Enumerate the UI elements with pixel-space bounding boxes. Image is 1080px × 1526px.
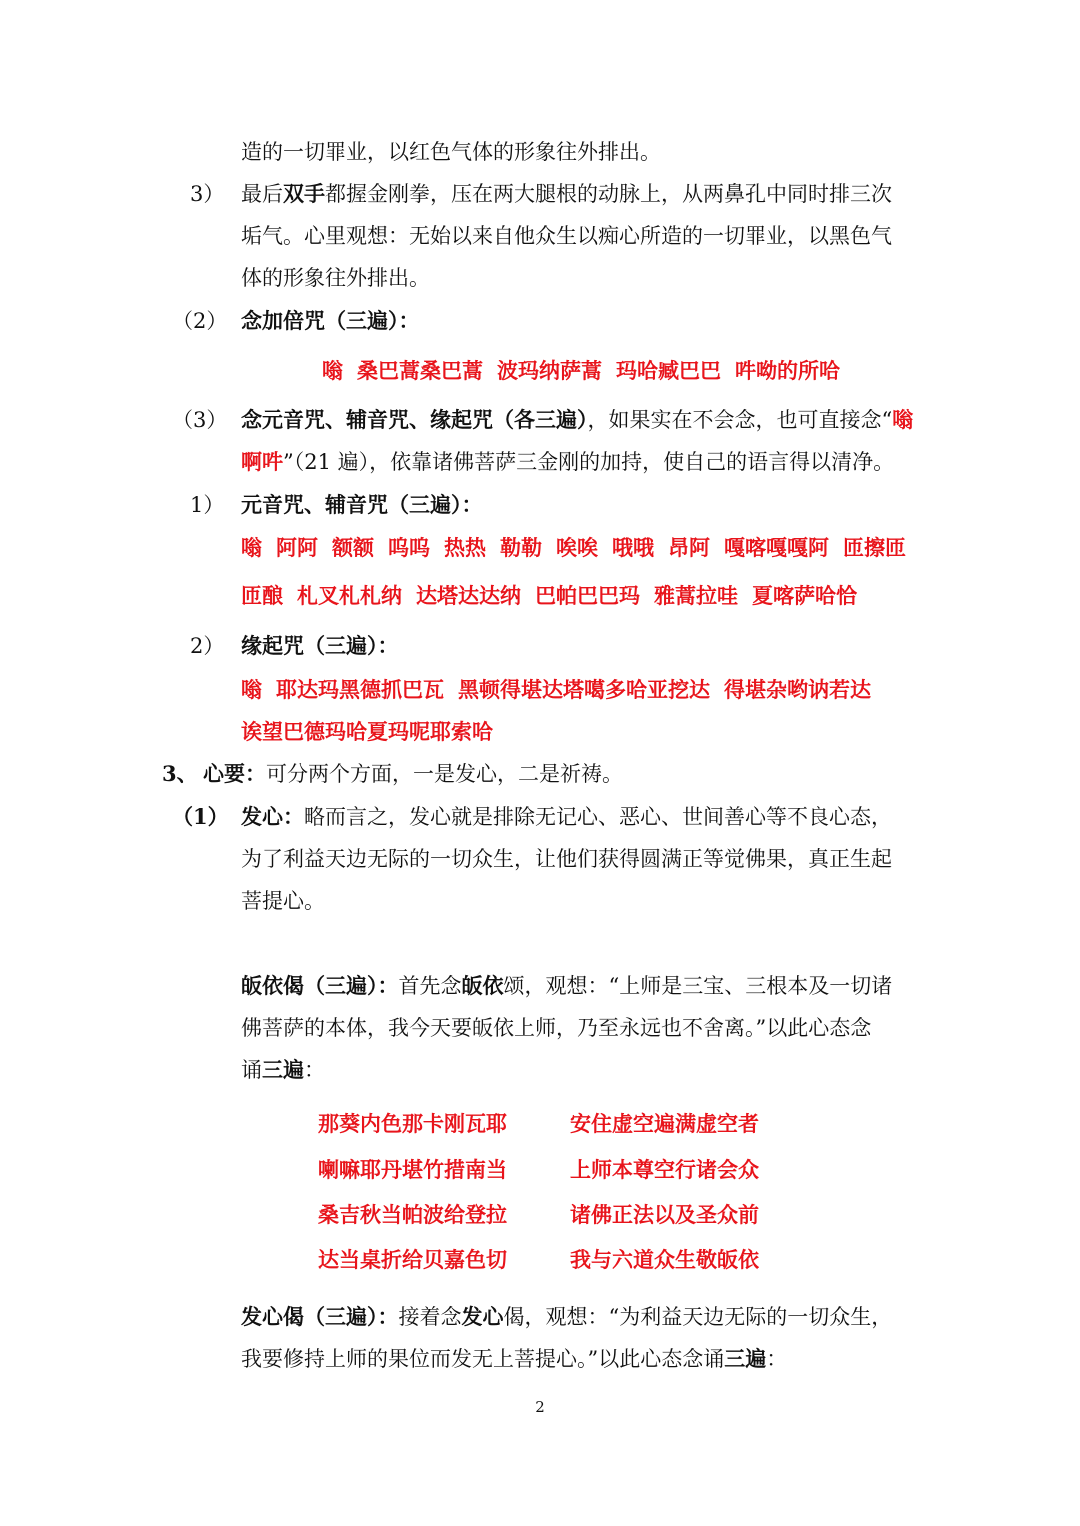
item-number: （1） xyxy=(172,804,229,829)
mantra-syllable: 吽呦的所哈 xyxy=(735,358,840,383)
section-heading: 缘起咒（三遍）： xyxy=(241,633,399,658)
mantra-syllable: 巴帕巴巴玛 xyxy=(535,583,640,608)
verse-right-line: 上师本尊空行诸会众 xyxy=(570,1157,759,1182)
mantra-syllable: 嗡 xyxy=(241,677,262,702)
paragraph-line: 最后双手都握金刚拳，压在两大腿根的动脉上，从两鼻孔中同时排三次 xyxy=(241,181,892,206)
mantra-syllable: 耶达玛黑德抓巴瓦 xyxy=(276,677,444,702)
mantra-syllable: 札叉札札纳 xyxy=(297,583,402,608)
item-number: 2） xyxy=(190,634,225,658)
item-number: 3） xyxy=(190,182,225,206)
mantra-syllable: 黑顿得堪达塔噶多哈亚挖达 xyxy=(458,677,710,702)
mantra-syllable: 夏喀萨哈恰 xyxy=(752,583,857,608)
paragraph-line: 念元音咒、辅音咒、缘起咒（各三遍），如果实在不会念，也可直接念“嗡 xyxy=(241,407,914,432)
paragraph-line: 垢气。心里观想：无始以来自他众生以痴心所造的一切罪业，以黑色气 xyxy=(241,224,892,248)
mantra-syllable: 哦哦 xyxy=(612,535,654,560)
mantra-syllable: 玛哈臧巴巴 xyxy=(616,358,721,383)
paragraph-line: 发心：略而言之，发心就是排除无记心、恶心、世间善心等不良心态， xyxy=(241,804,892,829)
mantra-jiabei xyxy=(322,349,854,393)
mantra-syllable: 额额 xyxy=(332,535,374,560)
mantra-syllable: 勒勒 xyxy=(500,535,542,560)
section-heading: 念加倍咒（三遍）： xyxy=(241,308,420,333)
mantra-syllable: 呜呜 xyxy=(388,535,430,560)
mantra-yuanqi-line xyxy=(241,710,507,754)
mantra-syllable: 桑巴蒿桑巴蒿 xyxy=(357,358,483,383)
mantra-syllable: 嗡 xyxy=(241,535,262,560)
paragraph-line: 皈依偈（三遍）：首先念皈依颂，观想：“上师是三宝、三根本及一切诸 xyxy=(241,973,893,998)
paragraph-line: 我要修持上师的果位而发无上菩提心。”以此心态念诵三遍： xyxy=(241,1346,788,1371)
verse-left-line: 喇嘛耶丹堪竹措南当 xyxy=(318,1157,507,1182)
verse-left-line: 那葵内色那卡刚瓦耶 xyxy=(318,1111,507,1136)
item-number: （3） xyxy=(172,408,228,432)
mantra-yuanqi-line xyxy=(241,668,885,712)
item-number: （2） xyxy=(172,309,228,333)
mantra-syllable: 唉唉 xyxy=(556,535,598,560)
verse-right-line: 我与六道众生敬皈依 xyxy=(570,1247,759,1272)
paragraph-line: 体的形象往外排出。 xyxy=(241,266,430,290)
paragraph-line: 啊吽”（21 遍），依靠诸佛菩萨三金刚的加持，使自己的语言得以清净。 xyxy=(241,449,895,474)
item-number: 1） xyxy=(190,493,225,517)
paragraph-line: 菩提心。 xyxy=(241,889,325,913)
mantra-syllable: 得堪杂哟讷若达 xyxy=(724,677,871,702)
paragraph-line: 造的一切罪业，以红色气体的形象往外排出。 xyxy=(241,140,661,164)
mantra-syllable: 嗡 xyxy=(322,358,343,383)
mantra-syllable: 诶望巴德玛哈夏玛呢耶索哈 xyxy=(241,719,493,744)
verse-left-line: 桑吉秋当帕波给登拉 xyxy=(318,1202,507,1227)
verse-left-line: 达当桌折给贝嘉色切 xyxy=(318,1247,507,1272)
mantra-vowel-line xyxy=(241,574,871,618)
paragraph-line: 诵三遍： xyxy=(241,1057,325,1082)
mantra-syllable: 匝酿 xyxy=(241,583,283,608)
mantra-syllable: 昂阿 xyxy=(668,535,710,560)
page-number: 2 xyxy=(535,1398,545,1416)
verse-right-line: 诸佛正法以及圣众前 xyxy=(570,1202,759,1227)
paragraph-line: 佛菩萨的本体，我今天要皈依上师，乃至永远也不舍离。”以此心态念 xyxy=(241,1016,872,1040)
paragraph-line: 为了利益天边无际的一切众生，让他们获得圆满正等觉佛果，真正生起 xyxy=(241,847,892,871)
mantra-vowel-line xyxy=(241,526,920,570)
mantra-syllable: 阿阿 xyxy=(276,535,318,560)
section-number: 3、 xyxy=(162,761,198,786)
mantra-syllable: 雅蒿拉哇 xyxy=(654,583,738,608)
mantra-syllable: 达塔达达纳 xyxy=(416,583,521,608)
section-heading: 元音咒、辅音咒（三遍）： xyxy=(241,492,483,517)
mantra-syllable: 嘎喀嘎嘎阿 xyxy=(724,535,829,560)
mantra-syllable: 热热 xyxy=(444,535,486,560)
paragraph-line: 发心偈（三遍）：接着念发心偈，观想：“为利益天边无际的一切众生， xyxy=(241,1304,893,1329)
mantra-syllable: 波玛纳萨蒿 xyxy=(497,358,602,383)
mantra-syllable: 匝擦匝 xyxy=(843,535,906,560)
paragraph-line: 心要：可分两个方面，一是发心，二是祈祷。 xyxy=(203,761,623,786)
verse-right-line: 安住虚空遍满虚空者 xyxy=(570,1111,759,1136)
